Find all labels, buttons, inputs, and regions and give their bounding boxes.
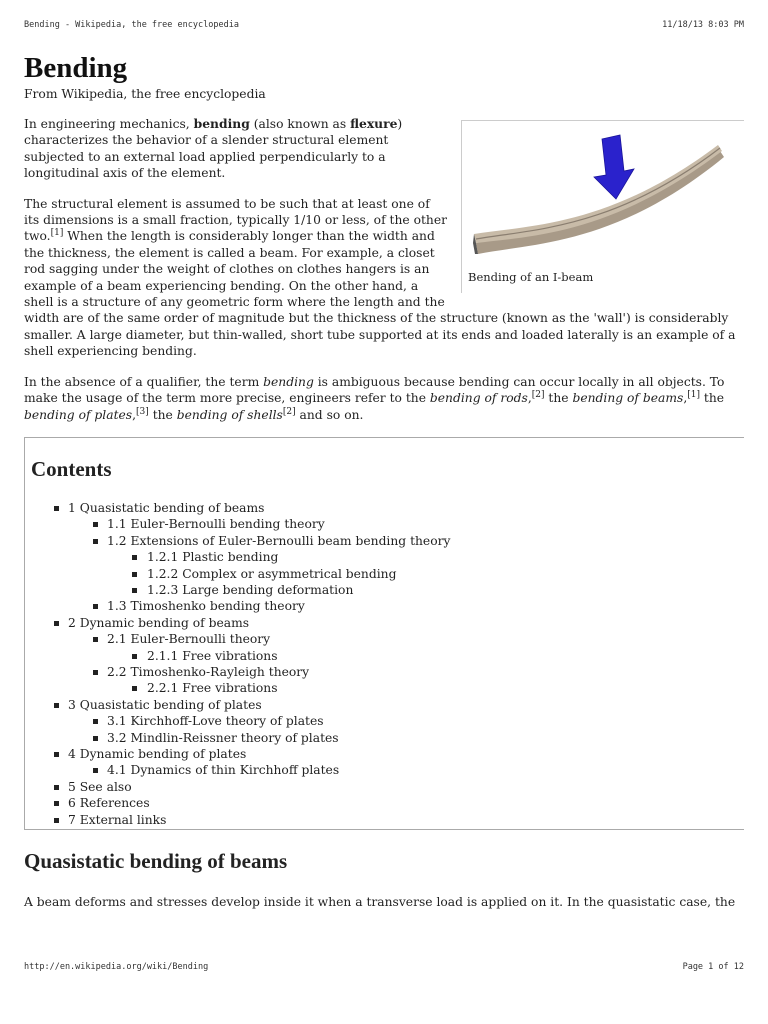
ibeam-illustration	[462, 121, 744, 266]
article-content	[24, 50, 744, 924]
ref-link[interactable]: [1]	[50, 228, 64, 239]
toc-item[interactable]: 1.2.2 Complex or asymmetrical bending	[31, 566, 744, 582]
section-heading: Quasistatic bending of beams	[24, 848, 288, 873]
intro-paragraph-1: In engineering mechanics, bending (also known as flexure) characterizes the behavior of a slender structural element subjected to an external load applied perpendicularly to a longitudinal axis of the element.	[24, 116, 403, 181]
toc-item[interactable]: 2.1 Euler-Bernoulli theory	[31, 631, 744, 647]
toc-item[interactable]: 1 Quasistatic bending of beams	[31, 500, 744, 516]
print-header-date: 11/18/13 8:03 PM	[662, 20, 744, 30]
toc-item[interactable]: 2 Dynamic bending of beams	[31, 615, 744, 631]
figure-ibeam[interactable]	[461, 120, 744, 293]
intro-paragraph-3: In the absence of a qualifier, the term bending is ambiguous because bending can occur locally in all objects. To make the usage of the term more precise, engineers refer to the bending of rods,[2] the bending of beams,[1] the bending of plates,[3] the bending of shells[2] and so on.	[24, 374, 725, 422]
toc-item[interactable]: 2.2.1 Free vibrations	[31, 680, 744, 696]
toc-item[interactable]: 1.1 Euler-Bernoulli bending theory	[31, 516, 744, 532]
page-title: Bending	[24, 52, 128, 84]
load-arrow-icon	[594, 135, 634, 199]
toc-item[interactable]: 3.2 Mindlin-Reissner theory of plates	[31, 730, 744, 746]
print-header	[24, 20, 744, 30]
print-header-title: Bending - Wikipedia, the free encyclopedia	[24, 20, 239, 30]
toc-item[interactable]: 4 Dynamic bending of plates	[31, 746, 744, 762]
print-footer-page: Page 1 of 12	[682, 962, 744, 972]
toc-item[interactable]: 3 Quasistatic bending of plates	[31, 697, 744, 713]
print-footer-url: http://en.wikipedia.org/wiki/Bending	[24, 962, 209, 972]
toc-item[interactable]: 1.2 Extensions of Euler-Bernoulli beam bending theory	[31, 533, 744, 549]
toc-item[interactable]: 1.3 Timoshenko bending theory	[31, 598, 744, 614]
intro-paragraph-2: The structural element is assumed to be such that at least one of its dimensions is a small fraction, typically 1/10 or less, of the other two.[1] When the length is considerably longer than the width and the thickness, the element is called a beam. For example, a closet rod sagging under the weight of clothes on clothes hangers is an example of a beam experiencing bending. On the other hand, a shell is a structure of any geometric form where the length and the width are of the same order of magnitude but the thickness of the structure (known as the 'wall') is considerably smaller. A large diameter, but thin-walled, short tube supported at its ends and loaded laterally is an example of a shell experiencing bending.	[24, 196, 736, 359]
toc-item[interactable]: 7 External links	[31, 812, 744, 828]
ref-link[interactable]: [3]	[136, 406, 149, 417]
toc-item[interactable]: 2.1.1 Free vibrations	[31, 648, 744, 664]
toc-item[interactable]: 3.1 Kirchhoff-Love theory of plates	[31, 713, 744, 729]
print-footer	[24, 962, 744, 972]
figure-caption: Bending of an Ⅰ-beam	[468, 270, 594, 284]
ref-link[interactable]: [2]	[531, 390, 545, 400]
ref-link[interactable]: [1]	[687, 390, 701, 400]
toc-item[interactable]: 1.2.1 Plastic bending	[31, 549, 744, 565]
toc-title: Contents	[31, 456, 112, 481]
section-paragraph: A beam deforms and stresses develop inside it when a transverse load is applied on it. In the quasistatic case, the	[24, 894, 736, 909]
toc-item[interactable]: 5 See also	[31, 779, 744, 795]
page-subtitle: From Wikipedia, the free encyclopedia	[24, 87, 266, 101]
toc-item[interactable]: 2.2 Timoshenko-Rayleigh theory	[31, 664, 744, 680]
toc-item[interactable]: 4.1 Dynamics of thin Kirchhoff plates	[31, 762, 744, 778]
toc-list	[31, 500, 744, 828]
toc-item[interactable]: 6 References	[31, 795, 744, 811]
ref-link[interactable]: [2]	[282, 406, 296, 417]
table-of-contents	[24, 437, 744, 830]
toc-item[interactable]: 1.2.3 Large bending deformation	[31, 582, 744, 598]
